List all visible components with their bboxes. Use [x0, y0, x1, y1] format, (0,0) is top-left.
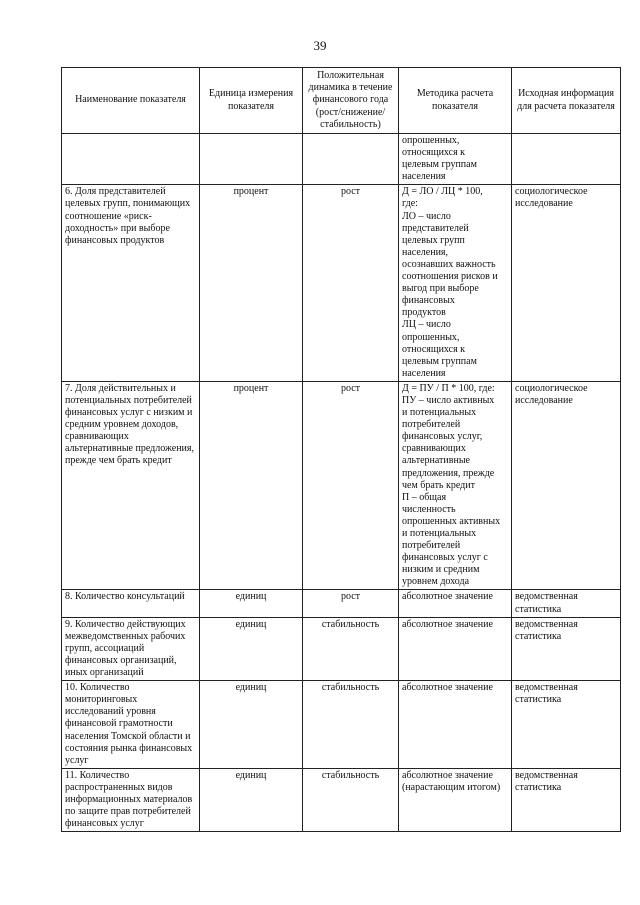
method-cell — [399, 134, 512, 185]
method-line: ПУ – число активных — [402, 394, 495, 406]
method-line: абсолютное значение — [402, 769, 493, 781]
source-cell: ведомственная статистика — [512, 617, 621, 680]
method-line: населения — [402, 171, 446, 183]
method-line: финансовых — [402, 295, 455, 307]
page-number: 39 — [313, 38, 327, 53]
table-row — [62, 590, 621, 617]
method-line: предложения, прежде — [402, 467, 495, 479]
unit-cell — [200, 134, 303, 185]
table-body — [62, 134, 621, 832]
method-line: чем брать кредит — [402, 479, 475, 491]
method-line: опрошенных, — [402, 331, 460, 343]
method-line: населения — [402, 367, 446, 379]
method-line: абсолютное значение — [402, 618, 493, 630]
source-cell: ведомственная статистика — [512, 681, 621, 769]
table-row — [62, 134, 621, 185]
method-cell — [399, 768, 512, 831]
method-line: опрошенных, — [402, 135, 460, 146]
indicator-name-cell: 8. Количество консультаций — [62, 590, 200, 617]
method-line: абсолютное значение — [402, 682, 493, 694]
method-line: относящихся к — [402, 147, 466, 159]
table-row — [62, 681, 621, 769]
method-line: и потенциальных — [402, 407, 477, 419]
indicator-name-cell: 6. Доля представителей целевых групп, понимающих соотношение «риск-доходность» при выборе финансовых продуктов — [62, 185, 200, 382]
dynamics-cell: рост — [303, 381, 399, 590]
indicator-name-cell: 7. Доля действительных и потенциальных потребителей финансовых услуг с низким и средним уровнем доходов, сравнивающих альтернативные предложения, прежде чем брать кредит — [62, 381, 200, 590]
method-line: ЛО – число — [402, 210, 451, 222]
method-line: целевым группам — [402, 159, 477, 171]
source-cell — [512, 134, 621, 185]
method-line: Д = ЛО / ЛЦ * 100, — [402, 186, 483, 198]
method-line: альтернативные — [402, 455, 470, 467]
header-method: Методика расчета показателя — [399, 68, 512, 134]
method-line: потребителей — [402, 540, 461, 552]
method-line: выгод при выборе — [402, 283, 479, 295]
method-line: целевым группам — [402, 355, 477, 367]
method-line: уровнем дохода — [402, 576, 470, 588]
indicator-name-cell — [62, 134, 200, 185]
method-line: населения, — [402, 246, 449, 258]
unit-cell: единиц — [200, 768, 303, 831]
table-header-row — [62, 68, 621, 134]
method-line: где: — [402, 198, 418, 210]
method-line: продуктов — [402, 307, 446, 319]
method-line: Д = ПУ / П * 100, где: — [402, 382, 495, 394]
source-cell: социологическое исследование — [512, 381, 621, 590]
method-line: соотношения рисков и — [402, 271, 498, 283]
dynamics-cell: стабильность — [303, 681, 399, 769]
unit-cell: единиц — [200, 617, 303, 680]
dynamics-cell: рост — [303, 185, 399, 382]
unit-cell: процент — [200, 381, 303, 590]
header-dynamics: Положительная динамика в течение финансового года (рост/снижение/ стабильность) — [303, 68, 399, 134]
source-cell: социологическое исследование — [512, 185, 621, 382]
method-line: потребителей — [402, 419, 461, 431]
method-line: относящихся к — [402, 343, 466, 355]
method-line: финансовых услуг с — [402, 552, 488, 564]
dynamics-cell: стабильность — [303, 768, 399, 831]
header-unit: Единица измерения показателя — [200, 68, 303, 134]
source-cell: ведомственная статистика — [512, 768, 621, 831]
unit-cell: процент — [200, 185, 303, 382]
method-line: и потенциальных — [402, 528, 477, 539]
method-line: П – общая — [402, 491, 447, 503]
method-line: опрошенных активных — [402, 515, 501, 527]
unit-cell: единиц — [200, 590, 303, 617]
indicators-table — [61, 67, 621, 832]
method-cell — [399, 681, 512, 769]
dynamics-cell: рост — [303, 590, 399, 617]
method-line: целевых групп — [402, 234, 465, 246]
method-cell — [399, 590, 512, 617]
source-cell: ведомственная статистика — [512, 590, 621, 617]
method-line: осознавших важность — [402, 258, 496, 270]
method-cell — [399, 185, 512, 382]
method-line: низким и средним — [402, 564, 480, 576]
dynamics-cell: стабильность — [303, 617, 399, 680]
table-row — [62, 381, 621, 590]
method-line: сравнивающих — [402, 443, 466, 455]
method-cell — [399, 617, 512, 680]
header-source: Исходная информация для расчета показателя — [512, 68, 621, 134]
table-row — [62, 768, 621, 831]
method-line: финансовых услуг, — [402, 431, 483, 443]
method-cell — [399, 381, 512, 590]
indicator-name-cell: 11. Количество распространенных видов информационных материалов по защите прав потребителей финансовых услуг — [62, 768, 200, 831]
method-line: численность — [402, 503, 456, 515]
method-line: представителей — [402, 222, 469, 234]
method-line: ЛЦ – число — [402, 319, 451, 331]
header-indicator-name: Наименование показателя — [62, 68, 200, 134]
table-row — [62, 617, 621, 680]
table-row — [62, 185, 621, 382]
method-line: (нарастающим итогом) — [402, 781, 501, 793]
dynamics-cell — [303, 134, 399, 185]
indicator-name-cell: 9. Количество действующих межведомственных рабочих групп, ассоциаций финансовых организаций, иных организаций — [62, 617, 200, 680]
method-line: абсолютное значение — [402, 591, 493, 603]
unit-cell: единиц — [200, 681, 303, 769]
indicator-name-cell: 10. Количество мониторинговых исследований уровня финансовой грамотности населения Томской области и состояния рынка финансовых услуг — [62, 681, 200, 769]
